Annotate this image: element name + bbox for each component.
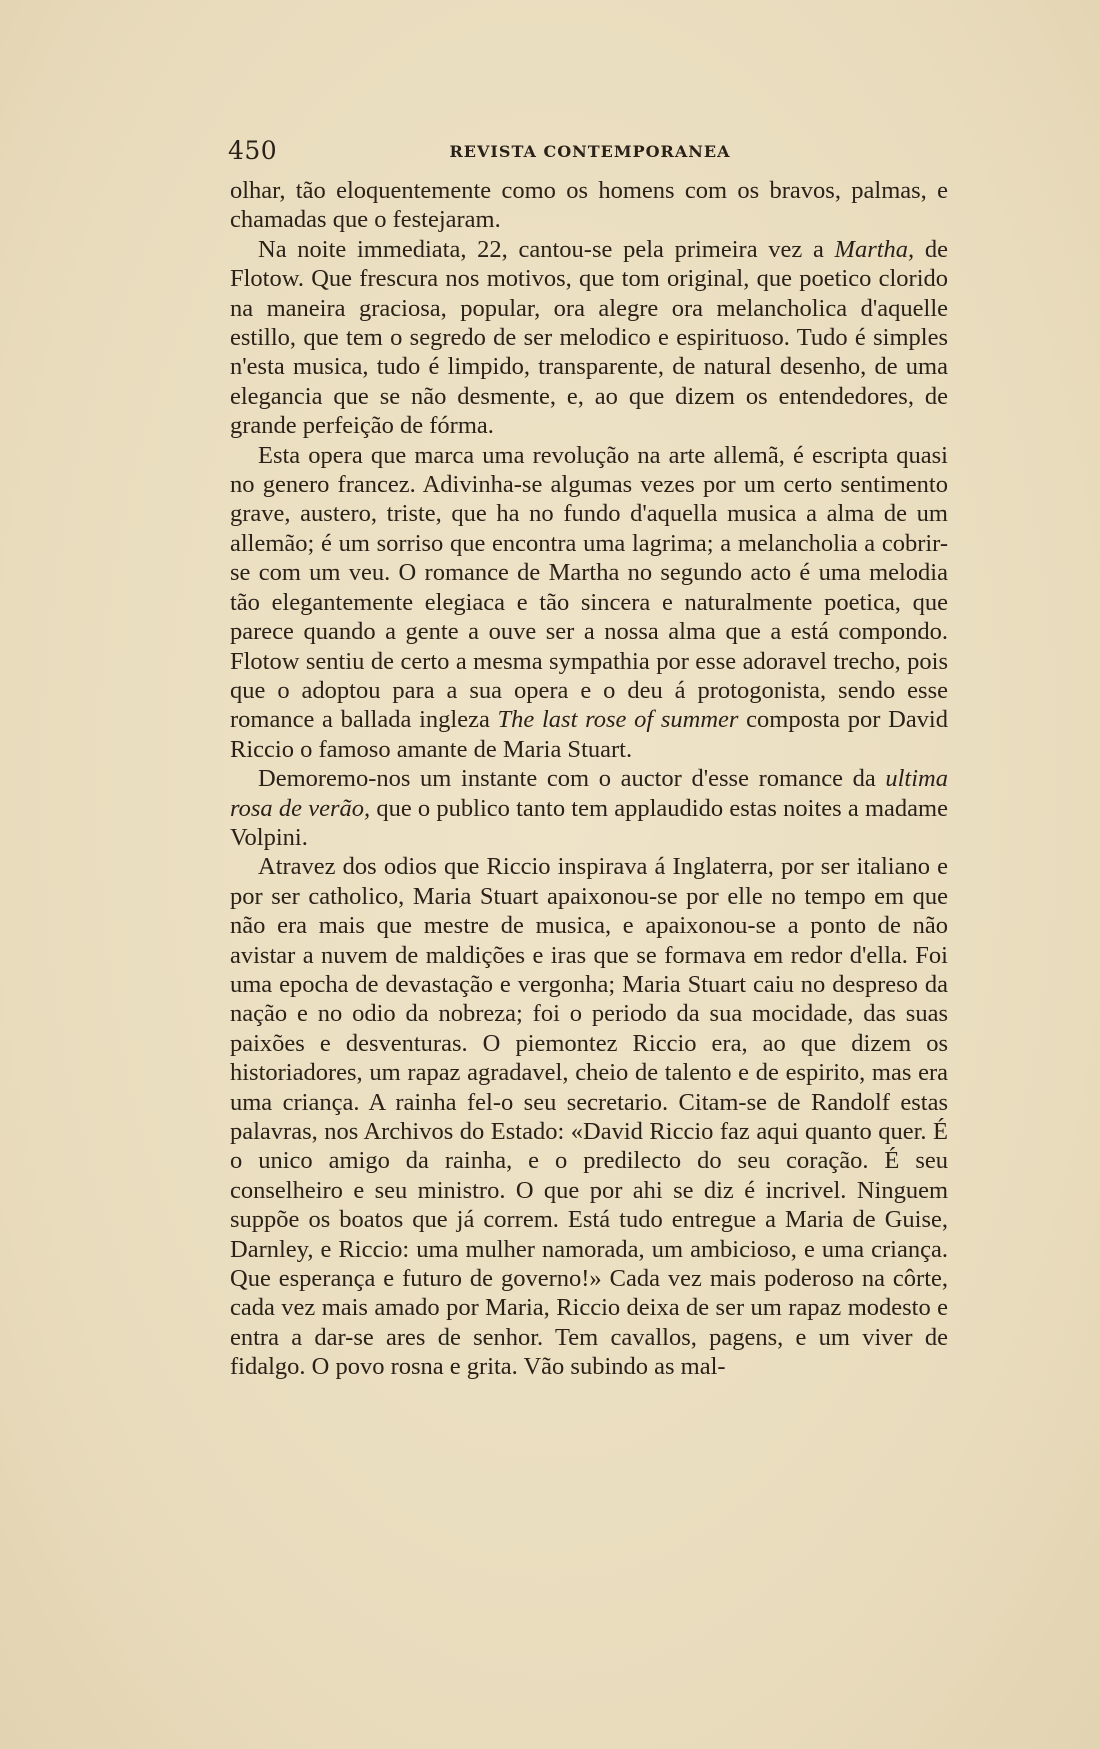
running-title: REVISTA CONTEMPORANEA (449, 142, 731, 161)
text-run: composta por David Riccio o famoso amante de Maria Stuart. (230, 706, 948, 763)
text-run: Na noite immediata, 22, cantou-se pela primeira vez a (258, 235, 835, 263)
text-run: de Flotow. Que frescura nos motivos, que tom original, que poetico clorido na maneira graciosa, popular, ora alegre ora melancholica d'aquelle estillo, que tem o segredo de ser melodico e espirituoso. Tudo é simples n'esta musica, tudo é limpido, transparente, de natural desenho, de uma elegancia que se não desmente, e, ao que dizem os entendedores, de grande perfeição de fórma. (230, 235, 948, 440)
paragraph (230, 176, 948, 235)
page-header (228, 136, 952, 166)
text-run: Demoremo-nos um instante com o auctor d'esse romance da (258, 765, 886, 793)
text-run: que o publico tanto tem applaudido estas noites a madame Volpini. (230, 794, 948, 851)
text-run: Esta opera que marca uma revolução na arte allemã, é escripta quasi no genero francez. Adivinha-se algumas vezes por um certo sentimento grave, austero, triste, que ha no fundo d'aquella musica a alma de um allemão; é um sorriso que encontra uma lagrima; a melancholia a cobrir-se com um veu. O romance de Martha no segundo acto é uma melodia tão elegantemente elegiaca e tão sincera e naturalmente poetica, que parece quando a gente a ouve ser a nossa alma que a está compondo. Flotow sentiu de certo a mesma sympathia por esse adoravel trecho, pois que o adoptou para a sua opera e o deu á protogonista, sendo esse romance a ballada ingleza (230, 441, 948, 734)
italic-text: Martha, (834, 235, 915, 263)
body-text (230, 176, 948, 1382)
italic-text: ultima rosa de verão, (230, 765, 948, 822)
text-run: olhar, tão eloquentemente como os homens com os bravos, palmas, e chamadas que o festejaram. (230, 177, 948, 234)
paragraph (230, 235, 948, 441)
paragraph (230, 852, 948, 1381)
page-number: 450 (228, 136, 278, 165)
paragraph (230, 764, 948, 852)
text-run: Atravez dos odios que Riccio inspirava á Inglaterra, por ser italiano e por ser catholico, Maria Stuart apaixonou-se por elle no tempo em que não era mais que mestre de musica, e apaixonou-se a ponto de não avistar a nuvem de maldições e iras que se formava em redor d'ella. Foi uma epocha de devastação e vergonha; Maria Stuart caiu no despreso da nação e no odio da nobreza; foi o periodo da sua mocidade, das suas paixões e desventuras. O piemontez Riccio era, ao que dizem os historiadores, um rapaz agradavel, cheio de talento e de espirito, mas era uma criança. A rainha fel-o seu secretario. Citam-se de Randolf estas palavras, nos Archivos do Estado: «David Riccio faz aqui quanto quer. É o unico amigo da rainha, e o predilecto do seu coração. É seu conselheiro e seu ministro. O que por ahi se diz é incrivel. Ninguem suppõe os boatos que já correm. Está tudo entregue a Maria de Guise, Darnley, e Riccio: uma mulher namorada, um ambicioso, e uma criança. Que esperança e futuro de governo!» Cada vez mais poderoso na côrte, cada vez mais amado por Maria, Riccio deixa de ser um rapaz modesto e entra a dar-se ares de senhor. Tem cavallos, pagens, e um viver de fidalgo. O povo rosna e grita. Vão subindo as mal- (230, 853, 948, 1381)
italic-text: The last rose of summer (497, 706, 739, 734)
paragraph (230, 441, 948, 764)
